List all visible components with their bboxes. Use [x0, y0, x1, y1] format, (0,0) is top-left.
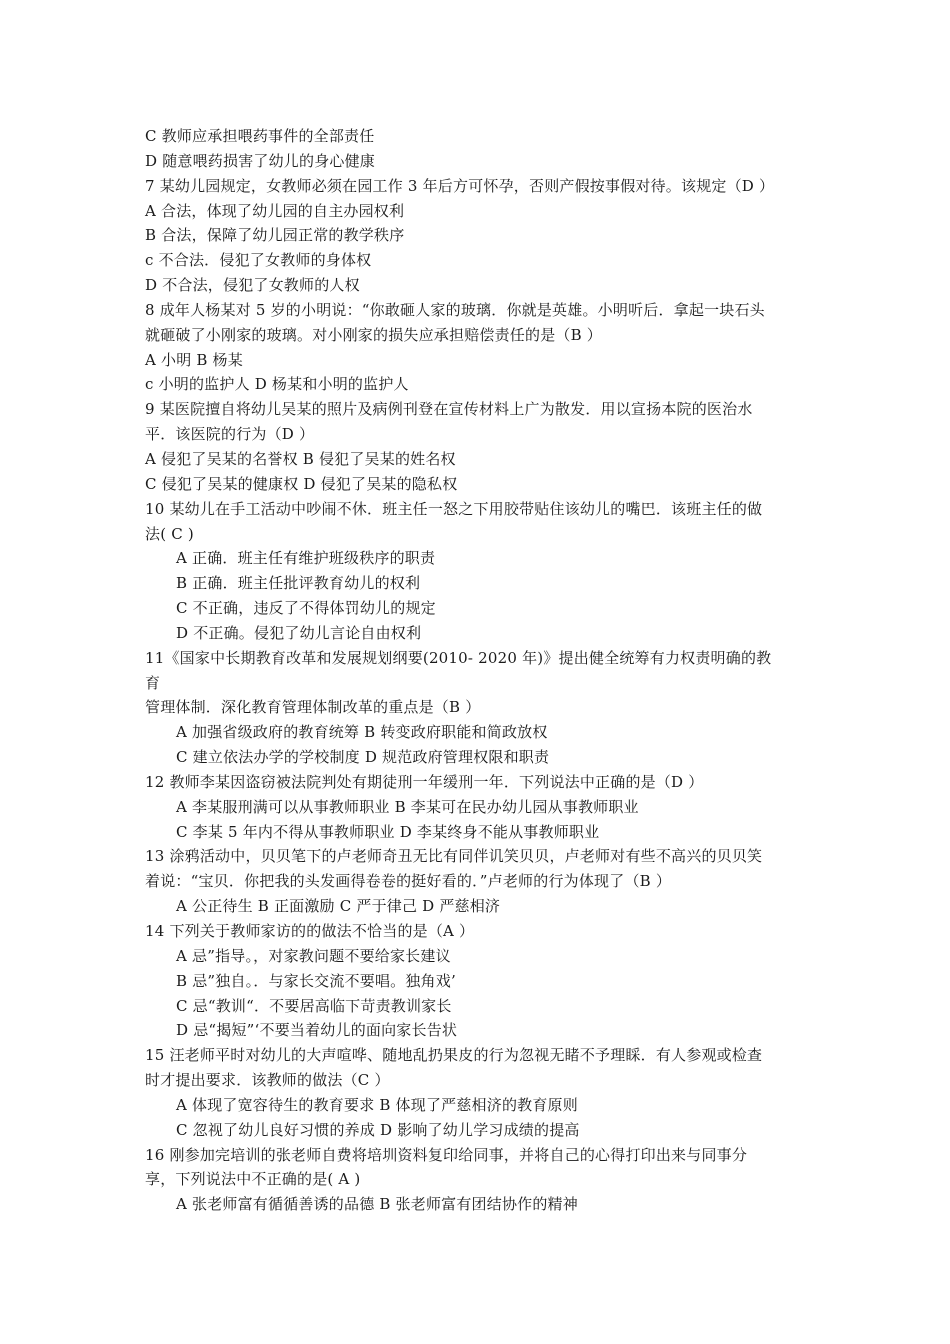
text-line: C 不正确，违反了不得体罚幼儿的规定 — [176, 599, 436, 618]
text-line: 13 涂鸦活动中，贝贝笔下的卢老师奇丑无比有同伴讥笑贝贝，卢老师对有些不高兴的贝贝笑 — [145, 847, 763, 866]
text-line: 平．该医院的行为（D ） — [145, 425, 315, 444]
text-line: c 小明的监护人 D 杨某和小明的监护人 — [145, 375, 409, 394]
text-line: C 教师应承担喂药事件的全部责任 — [145, 127, 375, 145]
text-line: D 随意喂药损害了幼儿的身心健康 — [145, 151, 375, 170]
text-line: D 忌“揭短”‘不要当着幼儿的面向家长告状 — [176, 1021, 458, 1040]
text-line: 14 下列关于教师家访的的做法不恰当的是（A ） — [145, 922, 475, 940]
text-line: 就砸破了小刚家的玻璃。对小刚家的损失应承担赔偿责任的是（B ） — [145, 325, 602, 344]
text-line: C 建立依法办学的学校制度 D 规范政府管理权限和职责 — [176, 748, 550, 767]
text-line: 着说：“宝贝．你把我的头发画得卷卷的挺好看的．”卢老师的行为体现了（B ） — [145, 872, 672, 891]
text-line: C 忽视了幼儿良好习惯的养成 D 影响了幼儿学习成绩的提高 — [176, 1120, 580, 1139]
text-line: A 张老师富有循循善诱的品德 B 张老师富有团结协作的精神 — [176, 1195, 578, 1214]
text-line: C 侵犯了吴某的健康权 D 侵犯了吴某的隐私权 — [145, 474, 458, 493]
text-line: B 忌”独自。．与家长交流不要唱。独角戏’ — [176, 971, 456, 990]
text-line: A 正确．班主任有维护班级秩序的职责 — [176, 549, 436, 568]
text-line: 8 成年人杨某对 5 岁的小明说：“你敢砸人家的玻璃．你就是英雄。小明听后．拿起一块石头 — [145, 300, 765, 319]
text-line: A 侵犯了吴某的名誉权 B 侵犯了吴某的姓名权 — [145, 449, 456, 468]
text-line: 法( C ) — [145, 524, 194, 543]
text-line: D 不合法，侵犯了女教师的人权 — [145, 276, 360, 295]
text-line: A 小明 B 杨某 — [145, 350, 243, 369]
text-line: A 公正待生 B 正面激励 C 严于律己 D 严慈相济 — [176, 897, 501, 916]
text-line: B 合法，保障了幼儿园正常的教学秩序 — [145, 226, 405, 245]
text-line: 育 — [145, 673, 161, 692]
text-line: 12 教师李某因盗窃被法院判处有期徒刑一年缓刑一年．下列说法中正确的是（D ） — [145, 772, 704, 791]
text-line: 16 刚参加完培训的张老师自费将培圳资料复印给同事，并将自己的心得打印出来与同事分 — [145, 1145, 748, 1164]
text-line: B 正确．班主任批评教育幼儿的权利 — [176, 574, 421, 593]
text-line: 时才提出要求．该教师的做法（C ） — [145, 1071, 390, 1090]
text-line: 9 某医院擅自将幼儿吴某的照片及病例刊登在宣传材料上广为散发．用以宣扬本院的医治水 — [145, 400, 753, 419]
text-line: A 加强省级政府的教育统筹 B 转变政府职能和简政放权 — [176, 723, 548, 742]
text-line: A 合法，体现了幼儿园的自主办园权利 — [145, 201, 405, 220]
text-line: A 体现了宽容待生的教育要求 B 体现了严慈相济的教育原则 — [176, 1095, 578, 1114]
text-line: 15 汪老师平时对幼儿的大声喧哗、随地乱扔果皮的行为忽视无睹不予理睬．有人参观或检查 — [145, 1046, 763, 1065]
text-line: D 不正确。侵犯了幼儿言论自由权利 — [176, 623, 422, 642]
text-line: 管理体制．深化教育管理体制改革的重点是（B ） — [145, 698, 481, 717]
text-line: 7 某幼儿园规定，女教师必须在园工作 3 年后方可怀孕，否则产假按事假对待。该规定（D ） — [145, 176, 775, 195]
text-line: 享，下列说法中不正确的是( A ) — [145, 1170, 361, 1189]
text-line: C 忌“教训“．不要居高临下苛责教训家长 — [176, 996, 452, 1015]
text-line: 11《国家中长期教育改革和发展规划纲要(2010- 2020 年)》提出健全统筹有力权责明确的教 — [145, 648, 772, 667]
document-page — [145, 124, 825, 1217]
text-line: C 李某 5 年内不得从事教师职业 D 李某终身不能从事教师职业 — [176, 822, 600, 841]
text-line: 10 某幼儿在手工活动中吵闹不休．班主任一怒之下用胶带贴住该幼儿的嘴巴．该班主任的做 — [145, 499, 763, 518]
text-line: c 不合法．侵犯了女教师的身体权 — [145, 251, 372, 270]
text-line: A 李某服刑满可以从事教师职业 B 李某可在民办幼儿园从事教师职业 — [176, 797, 639, 816]
text-line: A 忌”指导。，对家教问题不要给家长建议 — [176, 946, 451, 965]
